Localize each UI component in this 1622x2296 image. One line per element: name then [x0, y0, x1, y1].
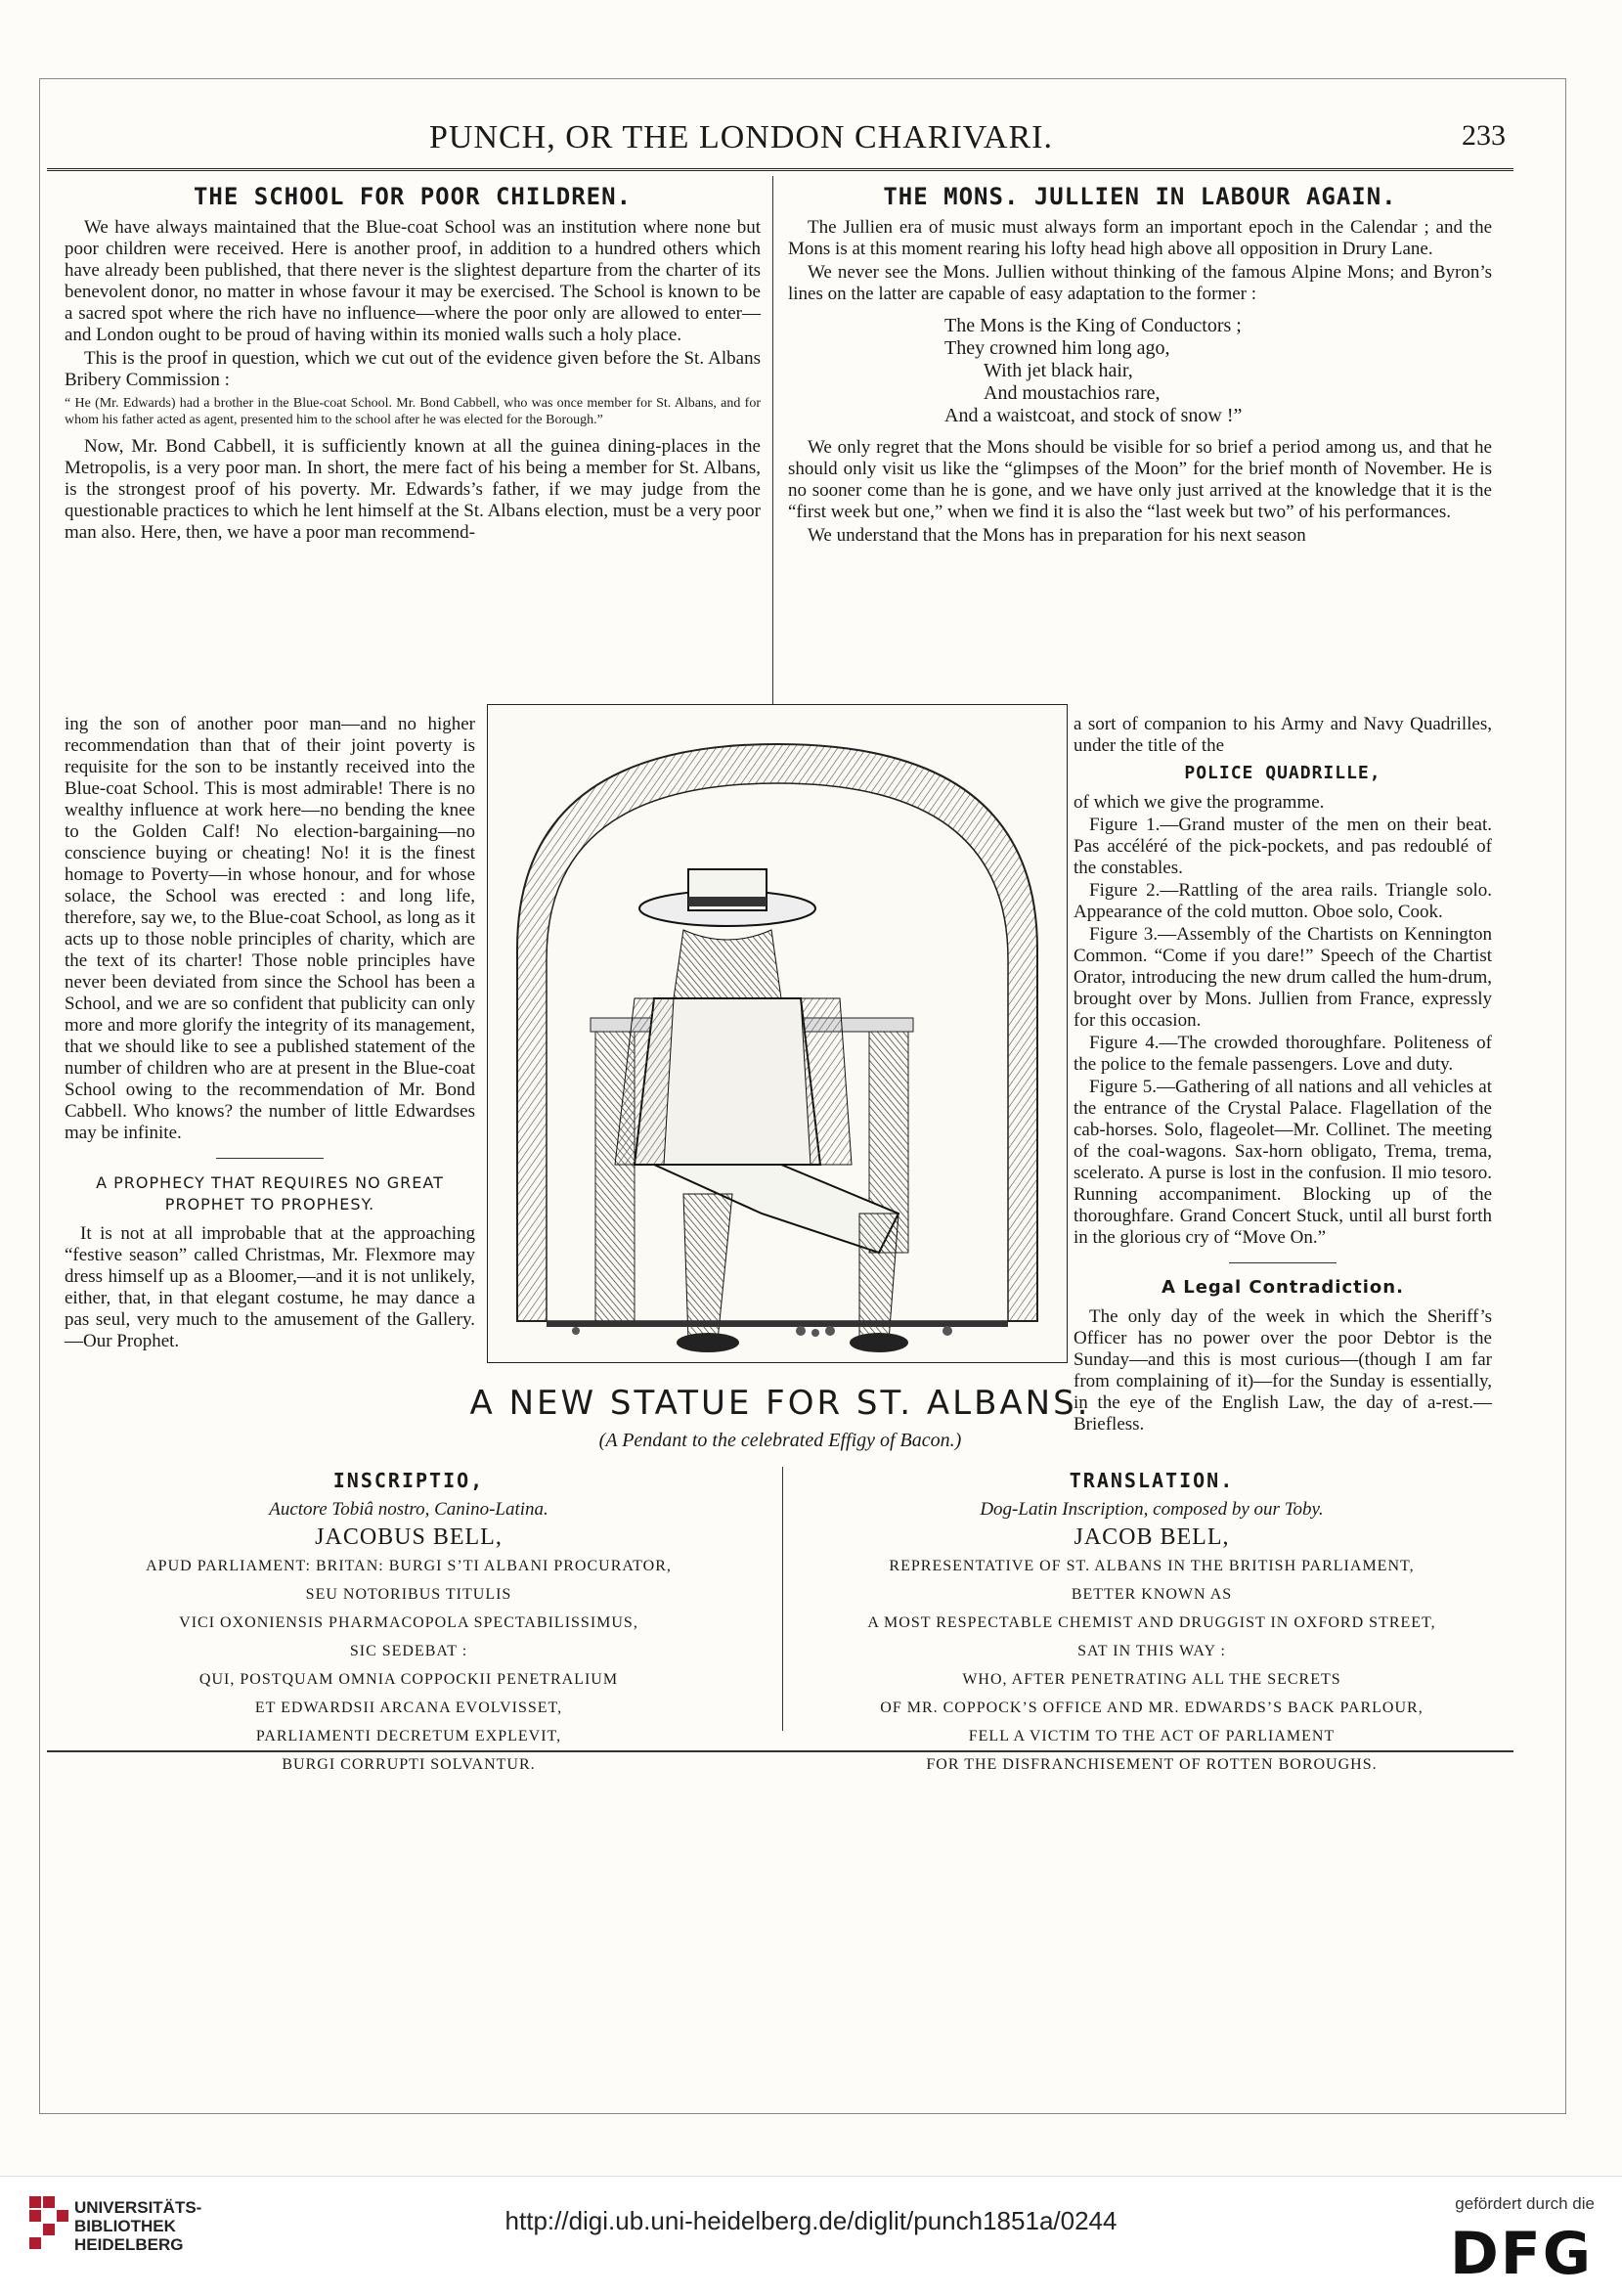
inscription-heading: INSCRIPTIO,: [332, 1469, 485, 1492]
library-line: BIBLIOTHEK: [74, 2217, 176, 2235]
column-divider: [772, 176, 773, 704]
jullien-article-title: THE MONS. JULLIEN IN LABOUR AGAIN.: [883, 183, 1397, 210]
bottom-rule: [47, 1750, 1513, 1752]
digitization-footer: [0, 2176, 1622, 2296]
separator-rule: [216, 1158, 324, 1159]
figure-3: Figure 3.—Assembly of the Chartists on Kennington Common. “Come if you dare!” Speech of the Chartist Orator, introducing the new drum called the hum-drum, brought over by Mons. Jullien from France, expressly for this occasion.: [1074, 924, 1492, 1031]
right-narrow-column: [1074, 714, 1492, 1436]
poem-line: The Mons is the King of Conductors ;: [944, 315, 1242, 336]
translation-line: FELL A VICTIM TO THE ACT OF PARLIAMENT: [968, 1728, 1336, 1744]
running-header: [47, 110, 1513, 171]
inscription-line: BURGI CORRUPTI SOLVANTUR.: [282, 1756, 536, 1773]
translation-line: BETTER KNOWN AS: [1071, 1586, 1233, 1603]
page: [47, 98, 1513, 2112]
inscription-line: VICI OXONIENSIS PHARMACOPOLA SPECTABILISSIMUS,: [179, 1614, 638, 1631]
prophecy-body: It is not at all improbable that at the approaching “festive season” called Christmas, Mr. Flexmore may dress himself up as a Bloomer,—and it is not unlikely, either, that, in that elegant costume, he may dance a pas seul, very much to the amusement of the Gallery.—Our Prophet.: [65, 1223, 475, 1351]
funded-by-label: gefördert durch die: [1455, 2194, 1595, 2213]
publication-title: PUNCH, OR THE LONDON CHARIVARI.: [428, 119, 1053, 155]
inscription-line: SEU NOTORIBUS TITULIS: [305, 1586, 512, 1603]
legal-title: A Legal Contradiction.: [1162, 1277, 1404, 1298]
school-paragraph-2: This is the proof in question, which we cut out of the evidence given before the St. Albans Bribery Commission :: [65, 348, 761, 390]
translation-name: JACOB BELL,: [1074, 1524, 1230, 1550]
translation-author: Dog-Latin Inscription, composed by our Toby.: [980, 1499, 1324, 1520]
inscription-line: SIC SEDEBAT :: [349, 1643, 468, 1659]
translation-line: FOR THE DISFRANCHISEMENT OF ROTTEN BOROUGHS.: [926, 1756, 1378, 1773]
figure-4: Figure 4.—The crowded thoroughfare. Politeness of the police to the female passengers. Love and duty.: [1074, 1033, 1492, 1075]
dfg-logo: DFG: [1449, 2220, 1593, 2288]
figure-5: Figure 5.—Gathering of all nations and all vehicles at the entrance of the Crystal Palace. Flagellation of the cab-horses. Solo, flageolet—Mr. Collinet. The meeting of the coal-wagons. Sax-horn obligato, Trema, trema, scelerato. A purse is lost in the confusion. Il mio tesoro. Running accompaniment. Blocking up of the thoroughfare. Grand Concert Stuck, until all burst forth in the glorious cry of “Move On.”: [1074, 1077, 1492, 1248]
jullien-paragraph-3: We only regret that the Mons should be visible for so brief a period among us, and that he should only visit us like the “glimpses of the Moon” for the brief month of November. He is no sooner come than he is gone, and we have only just arrived at the knowledge that it is the “first week but one,” when we find it is also the “last week but two” of his performances.: [788, 437, 1492, 522]
jullien-paragraph-1: The Jullien era of music must always form an important epoch in the Calendar ; and the Mons is at this moment rearing his lofty head high above all opposition in Drury Lane.: [788, 217, 1492, 259]
prophecy-title: A PROPHECY THAT REQUIRES NO GREAT PROPHET TO PROPHESY.: [96, 1173, 444, 1214]
translation-line: SAT IN THIS WAY :: [1077, 1643, 1226, 1659]
separator-rule: [1229, 1262, 1337, 1263]
source-url-link[interactable]: http://digi.ub.uni-heidelberg.de/diglit/punch1851a/0244: [504, 2206, 1118, 2235]
school-paragraph-3: Now, Mr. Bond Cabbell, it is sufficiently known at all the guinea dining-places in the Metropolis, is a very poor man. In short, the mere fact of his being a member for St. Albans, is the strongest proof of his poverty. Mr. Edwards’s father, if we may judge from the questionable practices to which he lent himself at the St. Albans election, must be a very poor man also. Here, then, we have a poor man recommend-: [65, 436, 761, 543]
page-number: 233: [1462, 119, 1506, 152]
translation-line: WHO, AFTER PENETRATING ALL THE SECRETS: [962, 1671, 1341, 1688]
inscription-author: Auctore Tobiâ nostro, Canino-Latina.: [269, 1499, 548, 1520]
legal-body: The only day of the week in which the Sheriff’s Officer has no power over the poor Debtor is the Sunday—and this is most curious—(though I am far from complaining of it)—for the Sunday is essentially, in the eye of the English Law, the day of a-rest.—Briefless.: [1074, 1306, 1492, 1435]
poem-line: With jet black hair,: [984, 360, 1133, 381]
jullien-article: [788, 183, 1492, 549]
jullien-paragraph-5: of which we give the programme.: [1074, 792, 1325, 813]
library-line: UNIVERSITÄTS-: [74, 2198, 202, 2217]
statue-illustration: [487, 704, 1068, 1363]
school-paragraph-3-continued: ing the son of another poor man—and no higher recommendation than that of their joint poverty is requisite for the son to be instantly received into the Blue-coat School. This is most admirable! There is no wealthy influence at work here—no bending the knee to the Golden Calf! No election-bargaining—no conscience buying or cheating! No! it is the finest homage to Poverty—in whose honour, and for whose solace, the School was erected : and long life, therefore, say we, to the Blue-coat School, as long as it acts up to those noble principles of charity, which are the text of its charter! Those noble principles have never been deviated from since the School has been a School, and we are so confident that publicity can only more and more glorify the integrity of its management, that we should like to see a published statement of the number of children who are at present in the Blue-coat School owing to the recommendation of Mr. Bond Cabbell. Who knows? the number of little Edwardses may be infinite.: [65, 714, 475, 1143]
translation-line: A MOST RESPECTABLE CHEMIST AND DRUGGIST IN OXFORD STREET,: [867, 1614, 1436, 1631]
jullien-paragraph-4-continued: a sort of companion to his Army and Navy Quadrilles, under the title of the: [1074, 714, 1492, 756]
inscription-name: JACOBUS BELL,: [315, 1524, 503, 1550]
figure-2: Figure 2.—Rattling of the area rails. Triangle solo. Appearance of the cold mutton. Oboe solo, Cook.: [1074, 880, 1492, 922]
figure-1: Figure 1.—Grand muster of the men on their beat. Pas accéléré of the pick-pockets, and pas redoublé of the constables.: [1074, 815, 1492, 878]
inscription-line: ET EDWARDSII ARCANA EVOLVISSET,: [254, 1700, 563, 1716]
jullien-paragraph-2: We never see the Mons. Jullien without thinking of the famous Alpine Mons; and Byron’s lines on the latter are capable of easy adaptation to the former :: [788, 262, 1492, 304]
inscription-line: PARLIAMENTI DECRETUM EXPLEVIT,: [255, 1728, 562, 1744]
school-paragraph-1: We have always maintained that the Blue-coat School was an institution where none but poor children were received. Here is another proof, in addition to a hundred others which have already been published, that there never is the slightest departure from the charter of its benevolent donor, no matter in whose favour it may be exercised. The School is known to be a sacred spot where the rich have no influence—where the poor only are allowed to enter—and London ought to be proud of having within its monied walls such a holy place.: [65, 217, 761, 345]
latin-inscription: [57, 1467, 761, 1779]
police-quadrille-heading: POLICE QUADRILLE,: [1184, 763, 1381, 783]
translation-heading: TRANSLATION.: [1069, 1469, 1235, 1492]
left-narrow-column: [65, 714, 475, 1352]
poem-line: And moustachios rare,: [984, 382, 1161, 404]
seated-figure-engraving: [488, 705, 1067, 1362]
school-quote: “ He (Mr. Edwards) had a brother in the Blue-coat School. Mr. Bond Cabbell, who was once member for St. Albans, and for whom his father acted as agent, presented him to the school after he was elected for the Borough.”: [65, 396, 761, 427]
byron-poem: [944, 315, 1492, 427]
school-article-title: THE SCHOOL FOR POOR CHILDREN.: [193, 183, 633, 210]
statue-title: A NEW STATUE FOR ST. ALBANS.: [469, 1384, 1091, 1423]
jullien-paragraph-4: We understand that the Mons has in preparation for his next season: [808, 525, 1306, 546]
translation-line: REPRESENTATIVE OF ST. ALBANS IN THE BRITISH PARLIAMENT,: [889, 1558, 1415, 1574]
school-article: [65, 183, 761, 546]
inscription-divider: [782, 1467, 783, 1731]
poem-line: They crowned him long ago,: [944, 337, 1170, 359]
library-line: HEIDELBERG: [74, 2235, 184, 2254]
poem-line: And a waistcoat, and stock of snow !”: [944, 405, 1243, 426]
translation-line: OF MR. COPPOCK’S OFFICE AND MR. EDWARDS’S BACK PARLOUR,: [880, 1700, 1424, 1716]
statue-subtitle: (A Pendant to the celebrated Effigy of Bacon.): [598, 1430, 962, 1451]
inscription-line: APUD PARLIAMENT: BRITAN: BURGI S’TI ALBANI PROCURATOR,: [146, 1558, 672, 1574]
inscription-line: QUI, POSTQUAM OMNIA COPPOCKII PENETRALIUM: [198, 1671, 619, 1688]
english-translation: [800, 1467, 1504, 1779]
